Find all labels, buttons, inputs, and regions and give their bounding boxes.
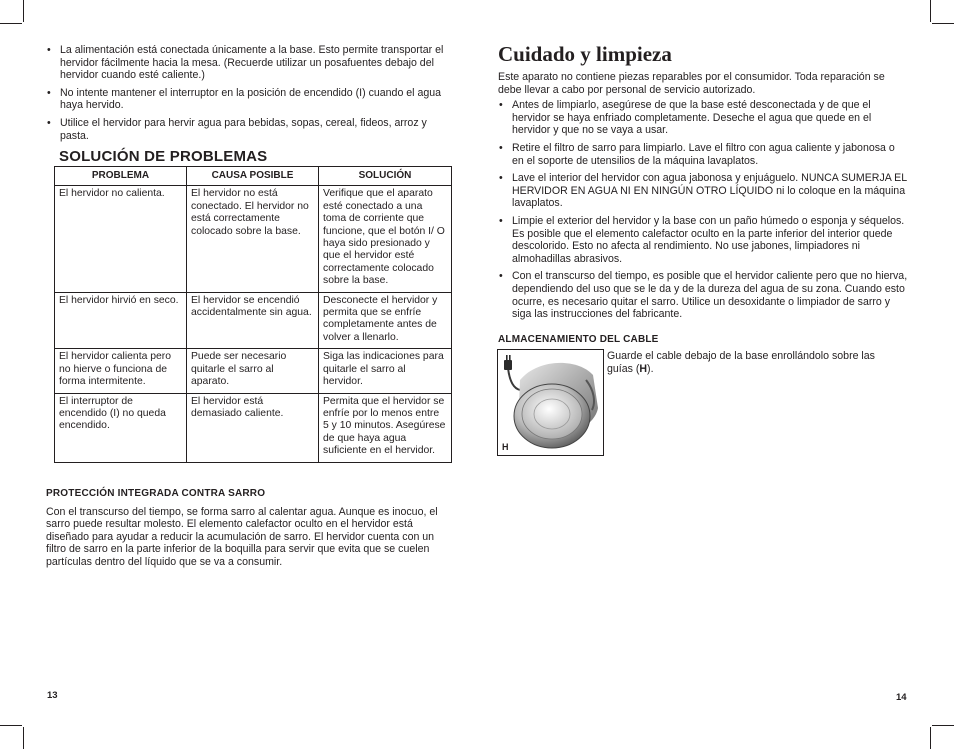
crop-mark-top-left-h: [0, 23, 22, 24]
table-cell: El hervidor está demasiado caliente.: [187, 393, 319, 462]
column-header: SOLUCIÓN: [319, 167, 452, 186]
table-cell: Puede ser necesario quitarle el sarro al aparato.: [187, 349, 319, 393]
table-cell: El interruptor de encendido (I) no queda encendido.: [55, 393, 187, 462]
list-item: • Lave el interior del hervidor con agua jabonosa y enjuáguelo. NUNCA SUMERJA EL HERVIDOR EN AGUA NI EN NINGÚN OTRO LÍQUIDO ni lo coloque en la máquina lavaplatos.: [498, 172, 908, 210]
column-header: PROBLEMA: [55, 167, 187, 186]
list-item: • Con el transcurso del tiempo, es posible que el hervidor caliente pero que no hierva, dependiendo del uso que se le da y de la dureza del agua de su zona. Cuando esto ocurre, es necesario quitar el sarro. Utilice un desoxidante o limpiador de sarro y siga las instrucciones del fabricante.: [498, 270, 908, 320]
care-bullets: [498, 99, 908, 321]
list-item: • Retire el filtro de sarro para limpiarlo. Lave el filtro con agua caliente y jabonosa o en el soporte de utensilios de la máquina lavaplatos.: [498, 142, 908, 167]
page-title: Cuidado y limpieza: [498, 42, 672, 66]
table-row: [55, 393, 452, 462]
table-cell: El hervidor no calienta.: [55, 186, 187, 292]
intro-paragraph: Este aparato no contiene piezas reparables por el consumidor. Toda reparación se debe llevar a cabo por personal de servicio autorizado.: [498, 71, 885, 96]
cable-storage-figure: [497, 349, 604, 456]
usage-bullets: [46, 44, 452, 142]
table-row: [55, 292, 452, 349]
table-cell: Desconecte el hervidor y permita que se enfríe completamente antes de volver a llenarlo.: [319, 292, 452, 349]
list-item: • No intente mantener el interruptor en la posición de encendido (I) cuando el agua haya hervido.: [46, 87, 452, 112]
list-item: • Antes de limpiarlo, asegúrese de que la base esté desconectada y de que el hervidor se haya enfriado completamente. Deseche el agua que quede en el hervidor y que no se vaya a usar.: [498, 99, 908, 137]
table-cell: El hervidor se encendió accidentalmente sin agua.: [187, 292, 319, 349]
figure-label: H: [502, 442, 509, 452]
scale-section: [46, 488, 452, 569]
scale-heading: PROTECCIÓN INTEGRADA CONTRA SARRO: [46, 488, 266, 499]
list-item: • Limpie el exterior del hervidor y la base con un paño húmedo o esponja y séquelos. Es posible que el elemento calefactor oculto en la parte inferior del interior quede descolorido. Esto no afecta al rendimiento. No use jabones, limpiadores ni almohadillas abrasivos.: [498, 215, 908, 265]
left-page: [46, 44, 452, 147]
crop-mark-bottom-left-v: [23, 727, 24, 749]
crop-mark-top-left-v: [23, 0, 24, 22]
cable-text-bold: H: [639, 362, 648, 375]
crop-mark-top-right-h: [932, 23, 954, 24]
table-row: [55, 349, 452, 393]
crop-mark-top-right-v: [930, 0, 931, 22]
troubleshooting-table: [54, 166, 452, 463]
table-cell: Verifique que el aparato esté conectado a una toma de corriente que funcione, que el botón I/ O haya sido presionado y que el hervidor esté correctamente colocado sobre la base.: [319, 186, 452, 292]
list-item: • La alimentación está conectada únicamente a la base. Esto permite transportar el hervidor fácilmente hacia la mesa. (Recuerde utilizar un posafuentes debajo del hervidor cuando esté caliente.): [46, 44, 452, 82]
crop-mark-bottom-right-h: [932, 725, 954, 726]
kettle-base-cord-illustration: [498, 350, 603, 455]
crop-mark-bottom-left-h: [0, 725, 22, 726]
crop-mark-bottom-right-v: [930, 727, 931, 749]
table-cell: El hervidor calienta pero no hierve o funciona de forma intermitente.: [55, 349, 187, 393]
table-cell: Siga las indicaciones para quitarle el sarro al hervidor.: [319, 349, 452, 393]
care-section: [498, 71, 908, 326]
page-number-left: 13: [47, 690, 58, 701]
column-header: CAUSA POSIBLE: [187, 167, 319, 186]
cable-paragraph: [607, 350, 897, 375]
table-header-row: [55, 167, 452, 186]
scale-paragraph: Con el transcurso del tiempo, se forma sarro al calentar agua. Aunque es inocuo, el sarro puede resultar molesto. El elemento calefactor oculto en el hervidor está diseñado para ayudar a reducir la acumulación de sarro. El hervidor cuenta con un filtro de sarro en la parte inferior de la boquilla para servir que evita que se cuelen partículas dentro del líquido que se va a consumir.: [46, 505, 438, 568]
table-cell: El hervidor no está conectado. El hervidor no está correctamente colocado sobre la base.: [187, 186, 319, 292]
cable-text-suffix: ).: [647, 362, 654, 375]
table-cell: Permita que el hervidor se enfríe por lo menos entre 5 y 10 minutos. Asegúrese de que haya agua suficiente en el hervidor.: [319, 393, 452, 462]
cable-heading: ALMACENAMIENTO DEL CABLE: [498, 334, 659, 345]
page-number-right: 14: [896, 692, 907, 703]
table-cell: El hervidor hirvió en seco.: [55, 292, 187, 349]
list-item: • Utilice el hervidor para hervir agua para bebidas, sopas, cereal, fideos, arroz y pasta.: [46, 117, 452, 142]
cable-text-prefix: Guarde el cable debajo de la base enrollándolo sobre las guías (: [607, 350, 875, 375]
table-row: [55, 186, 452, 292]
troubleshooting-heading: SOLUCIÓN DE PROBLEMAS: [59, 148, 268, 165]
